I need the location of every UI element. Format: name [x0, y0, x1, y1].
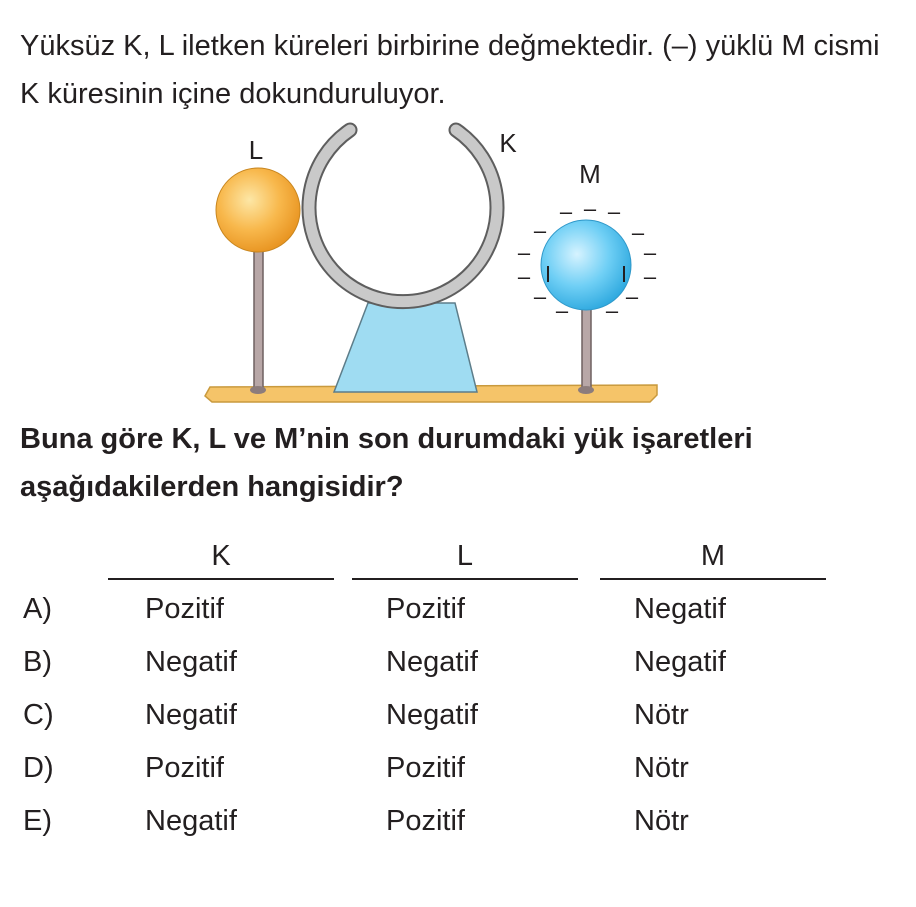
cell-K: Negatif	[145, 646, 237, 678]
cell-K: Pozitif	[145, 593, 224, 625]
label-K: K	[499, 128, 517, 158]
sphere-M-rod	[582, 308, 591, 390]
cell-K: Negatif	[145, 805, 237, 837]
cell-K: Pozitif	[145, 752, 224, 784]
charge-mark: –	[517, 240, 531, 265]
column-header-L: L	[456, 540, 474, 572]
cell-L: Pozitif	[386, 752, 465, 784]
cell-M: Nötr	[634, 699, 689, 731]
cell-M: Negatif	[634, 593, 726, 625]
cell-K: Negatif	[145, 699, 237, 731]
question-prompt: Buna göre K, L ve M’nin son durumdaki yük işaretleri aşağıdakilerden hangisidir?	[20, 423, 753, 503]
charge-mark: –	[533, 284, 547, 309]
cell-L: Pozitif	[386, 805, 465, 837]
charge-mark: –	[583, 196, 597, 221]
label-M: M	[579, 159, 601, 189]
option-letter: C)	[23, 699, 54, 731]
option-letter: B)	[23, 646, 52, 678]
option-letter: D)	[23, 752, 54, 784]
charge-mark: –	[643, 264, 657, 289]
column-underline-K	[108, 578, 334, 580]
sphere-L-rod	[254, 248, 263, 390]
charge-mark: –	[643, 240, 657, 265]
question-intro: Yüksüz K, L iletken küreleri birbirine değmektedir. (–) yüklü M cismi K küresinin içine dokunduruluyor.	[20, 30, 880, 110]
charge-mark: –	[555, 298, 569, 323]
charge-mark: –	[625, 284, 639, 309]
cell-L: Pozitif	[386, 593, 465, 625]
cell-L: Negatif	[386, 646, 478, 678]
charge-mark: –	[631, 220, 645, 245]
column-underline-M	[600, 578, 826, 580]
charge-mark: –	[517, 264, 531, 289]
sphere-M	[541, 220, 631, 310]
cell-M: Nötr	[634, 752, 689, 784]
charge-mark: –	[607, 199, 621, 224]
cell-M: Nötr	[634, 805, 689, 837]
sphere-L-rod-foot	[250, 386, 266, 394]
sphere-K-stand	[334, 303, 477, 392]
cell-L: Negatif	[386, 699, 478, 731]
option-letter: A)	[23, 593, 52, 625]
label-L: L	[248, 135, 264, 165]
sphere-M-rod-foot	[578, 386, 594, 394]
column-header-M: M	[700, 540, 726, 572]
charge-mark: –	[605, 298, 619, 323]
charge-mark: –	[533, 218, 547, 243]
charge-mark: –	[559, 199, 573, 224]
experiment-figure	[0, 0, 916, 410]
column-header-K: K	[211, 540, 231, 572]
option-letter: E)	[23, 805, 52, 837]
cell-M: Negatif	[634, 646, 726, 678]
sphere-L	[216, 168, 300, 252]
column-underline-L	[352, 578, 578, 580]
